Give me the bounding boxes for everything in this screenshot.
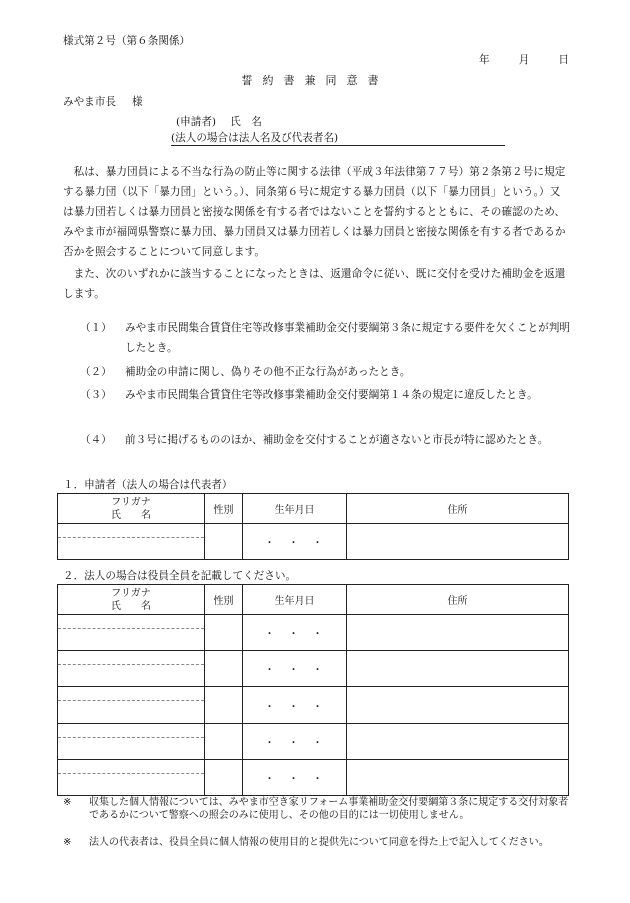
name-cell[interactable] xyxy=(58,760,205,796)
name-cell[interactable] xyxy=(58,524,205,560)
birthdate-dots: ・・・ xyxy=(264,701,337,713)
furigana-divider xyxy=(58,537,204,539)
address-header: 住所 xyxy=(347,585,569,615)
condition-item xyxy=(80,318,572,358)
address-header: 住所 xyxy=(347,494,569,524)
condition-item xyxy=(80,385,572,405)
birthdate-header: 生年月日 xyxy=(243,494,347,524)
condition-item xyxy=(80,430,572,450)
name-cell[interactable] xyxy=(58,724,205,760)
condition-item-number: （４） xyxy=(80,434,112,446)
furigana-divider xyxy=(58,700,204,702)
birthdate-dots: ・・・ xyxy=(264,629,337,640)
birthdate-dots: ・・・ xyxy=(264,774,337,785)
furigana-header: フリガナ xyxy=(111,496,151,508)
refund-paragraph: また、次のいずれかに該当することになったときは、返還命令に従い、既に交付を受けた補助金を返還します。 xyxy=(63,268,566,300)
birthdate-cell[interactable] xyxy=(243,687,347,724)
table-header-row xyxy=(58,585,569,615)
table-row xyxy=(58,687,569,724)
applicant-table xyxy=(57,493,569,560)
gender-header: 性別 xyxy=(205,585,243,615)
furigana-divider xyxy=(58,664,204,666)
section-applicant-title: １．申請者（法人の場合は代表者） xyxy=(63,479,233,491)
date-day-label: 日 xyxy=(558,54,569,66)
condition-item-text: みやま市民間集合賃貸住宅等改修事業補助金交付要綱第１４条の規定に違反したとき。 xyxy=(125,389,538,401)
address-cell[interactable] xyxy=(347,760,569,796)
name-header-label: 氏 名 xyxy=(111,509,151,521)
addressee-mayor: みやま市長 xyxy=(63,96,116,108)
note-mark: ※ xyxy=(63,837,72,848)
address-cell[interactable] xyxy=(347,724,569,760)
address-cell[interactable] xyxy=(347,687,569,724)
name-cell[interactable] xyxy=(58,687,205,724)
condition-item-number: （２） xyxy=(80,366,112,378)
section-officers-title: ２．法人の場合は役員全員を記載してください。 xyxy=(63,570,297,582)
name-header-label: 氏 名 xyxy=(111,600,151,612)
gender-cell[interactable] xyxy=(205,615,243,651)
addressee-honorific: 様 xyxy=(131,96,143,108)
birthdate-cell[interactable] xyxy=(243,651,347,687)
birthdate-dots: ・・・ xyxy=(264,665,337,676)
pledge-paragraph: 私は、暴力団員による不当な行為の防止等に関する法律（平成３年法律第７７号）第２条第２号に規定する暴力団（以下「暴力団」という。）、同条第６号に規定する暴力団員（以下「暴力団員」という。）又は暴力団若しくは暴力団員と密接な関係を有する者ではないことを誓約するとともに、その確認のため、みやま市が福岡県警察に暴力団、暴力団員又は暴力団若しくは暴力団員と密接な関係を有する者であるか否かを照会することについて同意します。 xyxy=(63,166,566,258)
document-title: 誓約書兼同意書 xyxy=(241,74,389,87)
date-line xyxy=(479,52,569,67)
addressee xyxy=(63,94,143,109)
gender-cell[interactable] xyxy=(205,760,243,796)
gender-cell[interactable] xyxy=(205,724,243,760)
gender-cell[interactable] xyxy=(205,524,243,560)
furigana-divider xyxy=(58,773,204,775)
name-header xyxy=(58,494,205,524)
privacy-note xyxy=(63,796,571,822)
condition-item-text: みやま市民間集合賃貸住宅等改修事業補助金交付要綱第３条に規定する要件を欠くことが判明したとき。 xyxy=(125,322,570,354)
condition-item-text: 前３号に掲げるもののほか、補助金を交付することが適さないと市長が特に認めたとき。 xyxy=(125,434,549,446)
furigana-divider xyxy=(58,628,204,630)
birthdate-cell[interactable] xyxy=(243,724,347,760)
form-number-label: 様式第２号（第６条関係） xyxy=(63,35,191,47)
consent-note xyxy=(63,836,571,849)
date-year-label: 年 xyxy=(479,54,490,66)
condition-item xyxy=(80,362,572,382)
applicant-note: (法人の場合は法人名及び代表者名) xyxy=(171,132,339,144)
table-row xyxy=(58,524,569,560)
applicant-label-line xyxy=(176,114,262,129)
condition-item-number: （１） xyxy=(80,322,112,334)
date-month-label: 月 xyxy=(518,54,530,66)
name-cell[interactable] xyxy=(58,615,205,651)
table-row xyxy=(58,615,569,651)
note-text: 収集した個人情報については、みやま市空き家リフォーム事業補助金交付要綱第３条に規定する交付対象者であるかについて警察への照会のみに使用し、その他の目的には一切使用しません。 xyxy=(89,797,569,821)
note-text: 法人の代表者は、役員全員に個人情報の使用目的と提供先について同意を得た上で記入してください。 xyxy=(89,837,549,848)
applicant-name-field[interactable] xyxy=(171,130,505,146)
gender-cell[interactable] xyxy=(205,687,243,724)
gender-cell[interactable] xyxy=(205,651,243,687)
condition-item-number: （３） xyxy=(80,389,112,401)
note-mark: ※ xyxy=(63,797,72,808)
applicant-label: (申請者) xyxy=(176,116,217,128)
address-cell[interactable] xyxy=(347,615,569,651)
furigana-header: フリガナ xyxy=(111,587,151,599)
condition-item-text: 補助金の申請に関し、偽りその他不正な行為があったとき。 xyxy=(125,366,411,378)
birthdate-cell[interactable] xyxy=(243,760,347,796)
table-header-row xyxy=(58,494,569,524)
birthdate-dots: ・・・ xyxy=(264,738,337,749)
table-row xyxy=(58,724,569,760)
officers-table xyxy=(57,584,569,796)
birthdate-header: 生年月日 xyxy=(243,585,347,615)
name-header xyxy=(58,585,205,615)
address-cell[interactable] xyxy=(347,524,569,560)
birthdate-cell[interactable] xyxy=(243,524,347,560)
birthdate-dots: ・・・ xyxy=(264,538,337,549)
gender-header: 性別 xyxy=(205,494,243,524)
applicant-name-label: 氏 名 xyxy=(230,116,262,128)
name-cell[interactable] xyxy=(58,651,205,687)
birthdate-cell[interactable] xyxy=(243,615,347,651)
furigana-divider xyxy=(58,737,204,739)
address-cell[interactable] xyxy=(347,651,569,687)
table-row xyxy=(58,760,569,796)
table-row xyxy=(58,651,569,687)
